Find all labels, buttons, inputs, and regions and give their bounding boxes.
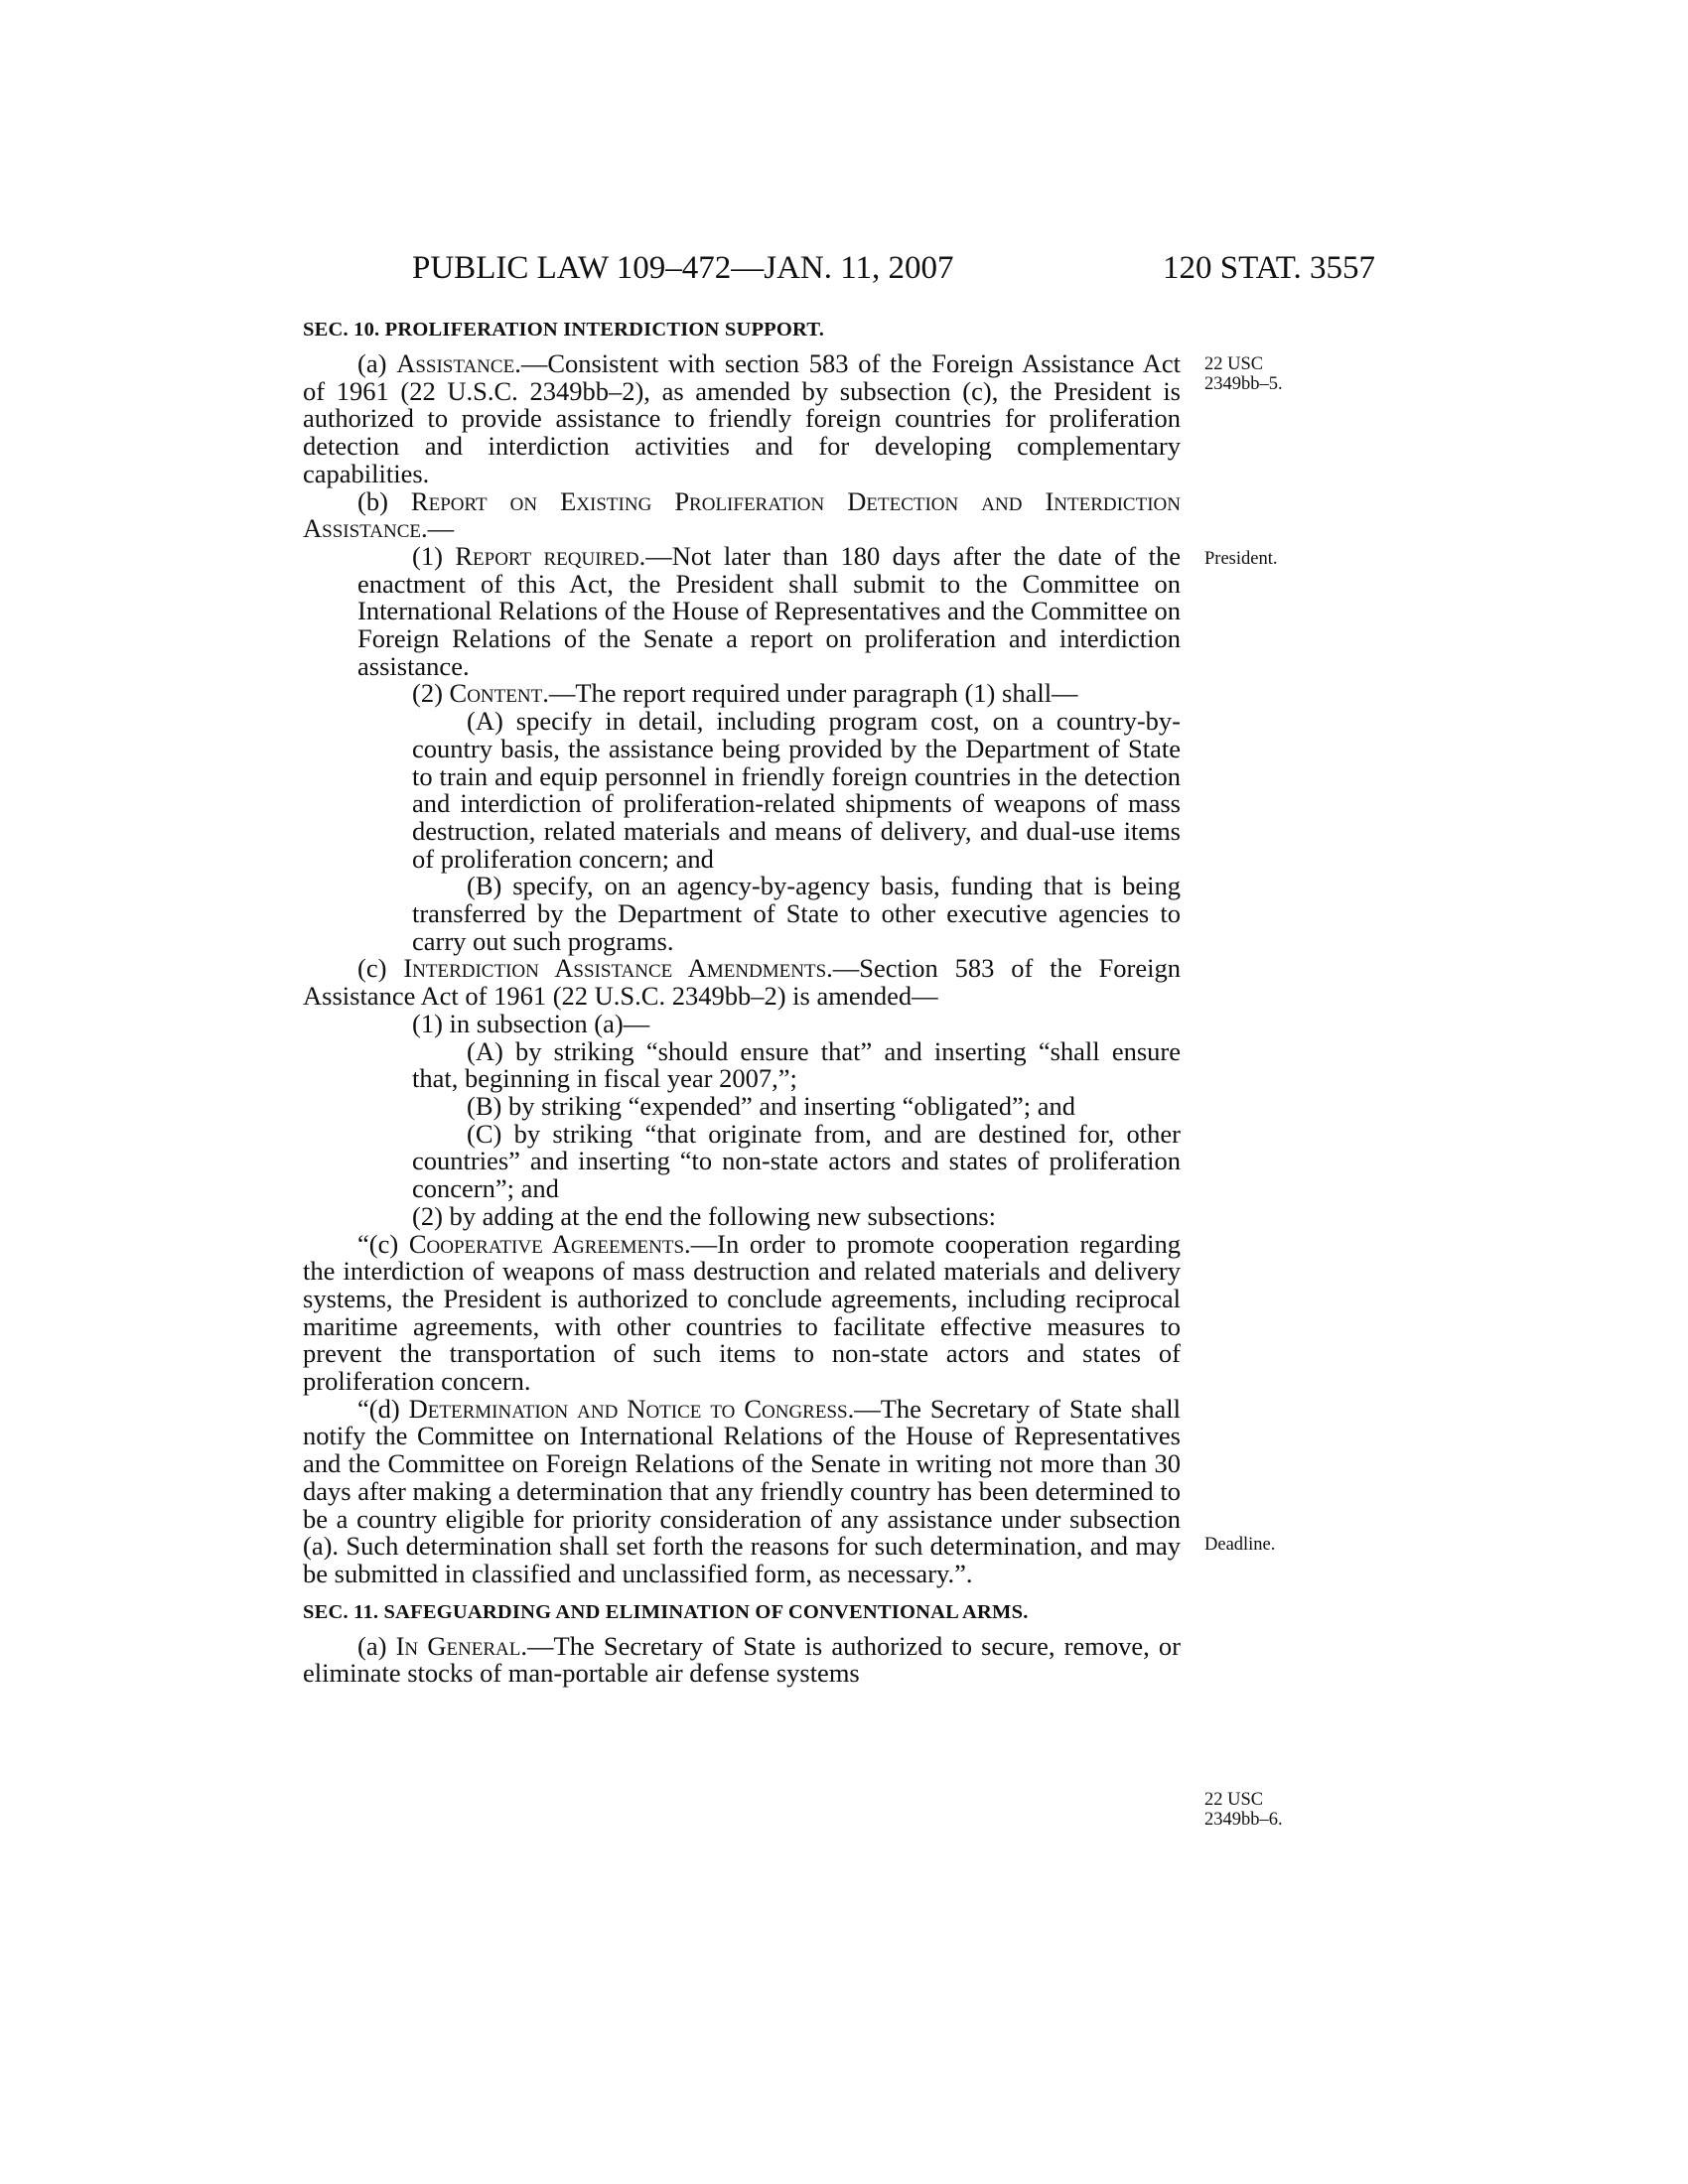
sec10-subsection-a: (a) Assistance.—Consistent with section 583 of the Foreign Assistance Act of 1961 (22 U.S.C. 2349bb–2), as amended by subsection (c), the President is authorized to provide assistance to friendly foreign countries for proliferation detection and interdiction activities and for developing complementary capabilities. [303, 348, 1181, 488]
sec10-b-paragraph-2: (2) Content.—The report required under paragraph (1) shall— [412, 678, 1078, 709]
section-10-heading: SEC. 10. PROLIFERATION INTERDICTION SUPPORT. [303, 319, 825, 341]
sec10-b-paragraph-1: (1) Report required.—Not later than 180 days after the date of the enactment of this Act, the President shall submit to the Committee on International Relations of the House of Representatives and the Committee on Foreign Relations of the Senate a report on proliferation and interdiction assistance. [357, 540, 1181, 681]
sec10-subsection-c: (c) Interdiction Assistance Amendments.—Section 583 of the Foreign Assistance Act of 1961 (22 U.S.C. 2349bb–2) is amended— [303, 953, 1181, 1012]
statute-text [303, 316, 1181, 1688]
margin-note-president: President. [1204, 549, 1278, 569]
quoted-subsection-c: “(c) Cooperative Agreements.—In order to promote cooperation regarding the interdiction of weapons of mass destruction and related materials and delivery systems, the President is authorized to conclude agreements, including reciprocal maritime agreements, with other countries to facilitate effective measures to prevent the transportation of such items to non-state actors and states of proliferation concern. [303, 1228, 1181, 1397]
sec10-c-1-subparagraph-A: (A) by striking “should ensure that” and inserting “shall ensure that, beginning in fiscal year 2007,”; [412, 1035, 1181, 1094]
section-11-heading: SEC. 11. SAFEGUARDING AND ELIMINATION OF CONVENTIONAL ARMS. [303, 1600, 1029, 1623]
stat-page-number: 120 STAT. 3557 [1162, 250, 1375, 286]
margin-note-sec11-usc: 22 USC 2349bb–6. [1204, 1790, 1283, 1830]
sec10-c-1-subparagraph-B: (B) by striking “expended” and inserting “obligated”; and [467, 1090, 1075, 1121]
sec10-subsection-b: (b) Report on Existing Proliferation Detection and Interdiction Assistance.— [303, 485, 1181, 544]
sec10-b-2-subparagraph-A: (A) specify in detail, including program cost, on a country-by-country basis, the assistance being provided by the Department of State to train and equip personnel in friendly foreign countries in the detection and interdiction of proliferation-related shipments of weapons of mass destruction, related materials and means of delivery, and dual-use items of proliferation concern; and [412, 706, 1181, 874]
sec10-c-1-subparagraph-C: (C) by striking “that originate from, and are destined for, other countries” and inserting “to non-state actors and states of proliferation concern”; and [412, 1118, 1181, 1204]
sec10-b-2-subparagraph-B: (B) specify, on an agency-by-agency basis, funding that is being transferred by the Department of State to other executive agencies to carry out such programs. [412, 871, 1181, 956]
public-law-title: PUBLIC LAW 109–472—JAN. 11, 2007 [412, 250, 954, 286]
margin-note-sec10-usc: 22 USC 2349bb–5. [1204, 354, 1283, 394]
sec10-c-paragraph-2: (2) by adding at the end the following new subsections: [412, 1200, 997, 1231]
quoted-subsection-d: “(d) Determination and Notice to Congress.—The Secretary of State shall notify the Committee on International Relations of the House of Representatives and the Committee on Foreign Relations of the Senate in writing not more than 30 days after making a determination that any friendly country has been determined to be a country eligible for priority consideration of any assistance under subsection (a). Such determination shall set forth the reasons for such determination, and may be submitted in classified and unclassified form, as necessary.”. [303, 1393, 1181, 1588]
sec11-subsection-a: (a) In General.—The Secretary of State is authorized to secure, remove, or eliminate stocks of man-portable air defense systems [303, 1630, 1181, 1689]
margin-note-deadline: Deadline. [1204, 1535, 1276, 1555]
sec10-c-paragraph-1: (1) in subsection (a)— [412, 1008, 650, 1038]
